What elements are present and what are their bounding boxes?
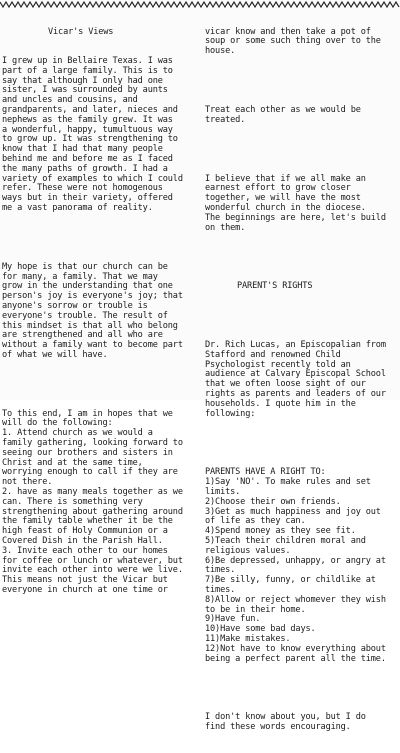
paragraph-hope <box>2 263 198 361</box>
text-line: of what we will have. <box>2 349 108 360</box>
text-line: know that I had that many people <box>2 144 163 155</box>
text-line: 3)Get as much happiness and joy out <box>205 506 381 517</box>
text-line: grow in the understanding that one <box>2 281 173 292</box>
text-line: not there. <box>2 477 53 488</box>
text-line: vicar know and then take a pot of <box>205 26 371 37</box>
text-line: on them. <box>205 222 246 233</box>
text-line: family gathering, looking forward to <box>2 438 183 449</box>
text-line: behind me and before me as I faced <box>2 153 173 164</box>
text-line: invite each other into were we live. <box>2 565 183 576</box>
text-line: times. <box>205 565 236 576</box>
text-line: Treat each other as we would be <box>205 104 361 115</box>
text-line: find these words encouraging. <box>205 722 351 733</box>
text-line: 1)Say 'NO'. To make rules and set <box>205 477 371 488</box>
text-line: high feast of Holy Communion or a <box>2 526 168 537</box>
text-line: a wonderful, happy, tumultuous way <box>2 124 173 135</box>
text-line: the many paths of growth. I had a <box>2 163 168 174</box>
text-line: refer. These were not homogenous <box>2 183 163 194</box>
text-line: variety of examples to which I could <box>2 173 183 184</box>
text-line: me a vast panorama of reality. <box>2 202 153 213</box>
rights-list <box>205 468 399 664</box>
text-line: together, we will have the most <box>205 193 361 204</box>
paragraph-intro <box>205 341 399 419</box>
text-line: strengthening about gathering around <box>2 506 183 517</box>
text-line: soup or some such thing over to the <box>205 36 381 47</box>
text-line: 2. have as many meals together as we <box>2 487 183 498</box>
text-line: times. <box>205 585 236 596</box>
text-line: Christ and at the same time, <box>2 457 143 468</box>
text-line: Stafford and renowned Child <box>205 349 341 360</box>
text-line: religious values. <box>205 545 291 556</box>
text-line: 1. Attend church as we would a <box>2 428 153 439</box>
right-column <box>205 8 399 753</box>
text-line: nephews as the family grew. It was <box>2 114 173 125</box>
text-line: anyone's sorrow or trouble is <box>2 300 148 311</box>
text-line: worrying enough to call if they are <box>2 467 178 478</box>
text-line: house. <box>205 46 236 57</box>
text-line: following: <box>205 408 256 419</box>
text-line: that we often loose sight of our <box>205 379 366 390</box>
text-line: 7)Be silly, funny, or childlike at <box>205 575 376 586</box>
text-line: Psychologist recently told an <box>205 359 351 370</box>
text-line: 12)Not have to know everything about <box>205 643 386 654</box>
text-line: I believe that if we all make an <box>205 173 366 184</box>
text-line: of life as they can. <box>205 516 306 527</box>
text-line: and uncles and cousins, and <box>2 95 138 106</box>
text-line: can. There is something very <box>2 496 143 507</box>
text-line: My hope is that our church can be <box>2 261 168 272</box>
text-line: 2)Choose their own friends. <box>205 496 341 507</box>
paragraph-continuation <box>205 28 399 57</box>
text-line: person's joy is everyone's joy; that <box>2 291 183 302</box>
text-line: households. I quote him in the <box>205 398 356 409</box>
text-line: To this end, I am in hopes that we <box>2 408 173 419</box>
text-line: will do the following: <box>2 418 113 429</box>
text-line: to grow up. It was strengthening to <box>2 134 178 145</box>
parents-rights-heading: PARENT'S RIGHTS <box>237 281 313 292</box>
text-line: for coffee or lunch or whatever, but <box>2 555 183 566</box>
text-line: audience at Calvary Episcopal School <box>205 369 386 380</box>
text-line: 6)Be depressed, unhappy, or angry at <box>205 555 386 566</box>
text-line: treated. <box>205 114 246 125</box>
text-line: seeing our brothers and sisters in <box>2 447 173 458</box>
text-line: 8)Allow or reject whomever they wish <box>205 594 386 605</box>
text-line: the family table whether it be the <box>2 516 173 527</box>
text-line: Covered Dish in the Parish Hall. <box>2 536 163 547</box>
text-line: this mindset is that all who belong <box>2 320 178 331</box>
text-line: 10)Have some bad days. <box>205 624 316 635</box>
text-line: Dr. Rich Lucas, an Episcopalian from <box>205 340 386 351</box>
text-line: PARENTS HAVE A RIGHT TO: <box>205 467 326 478</box>
text-line: to be in their home. <box>205 604 306 615</box>
text-line: 9)Have fun. <box>205 614 261 625</box>
text-line: 11)Make mistakes. <box>205 634 291 644</box>
text-line: The beginnings are here, let's build <box>205 212 386 223</box>
paragraph-believe <box>205 175 399 234</box>
text-line: rights as parents and leaders of our <box>205 389 386 400</box>
text-line: I don't know about you, but I do <box>205 712 366 723</box>
paragraph-to-this-end <box>2 410 198 596</box>
text-line: limits. <box>205 487 241 498</box>
text-line: ways but in their variety, offered <box>2 193 173 204</box>
vicars-views-title: Vicar's Views <box>48 26 114 37</box>
text-line: for many, a family. That we may <box>2 271 158 282</box>
paragraph-treat <box>205 106 399 126</box>
text-line: I grew up in Bellaire Texas. I was <box>2 55 173 66</box>
text-line: grandparents, and later, nieces and <box>2 104 178 115</box>
text-line: 4)Spend money as they see fit. <box>205 526 356 537</box>
text-line: say that although I only had one <box>2 75 163 86</box>
text-line: earnest effort to grow closer <box>205 183 351 194</box>
text-line: being a perfect parent all the time. <box>205 653 386 664</box>
text-line: everyone's trouble. The result of <box>2 310 168 321</box>
text-line: 3. Invite each other to our homes <box>2 545 168 556</box>
text-line: everyone in church at one time or <box>2 585 168 596</box>
paragraph-family <box>2 57 198 214</box>
text-line: sister, I was surrounded by aunts <box>2 85 168 96</box>
text-line: part of a large family. This is to <box>2 65 173 76</box>
text-line: wonderful church in the diocese. <box>205 202 366 213</box>
text-line: This means not just the Vicar but <box>2 575 168 586</box>
text-line: without a family want to become part <box>2 340 183 351</box>
text-line: 5)Teach their children moral and <box>205 536 366 547</box>
left-column <box>2 8 198 615</box>
text-line: are strengthened and all who are <box>2 330 163 341</box>
paragraph-closing <box>205 713 399 733</box>
